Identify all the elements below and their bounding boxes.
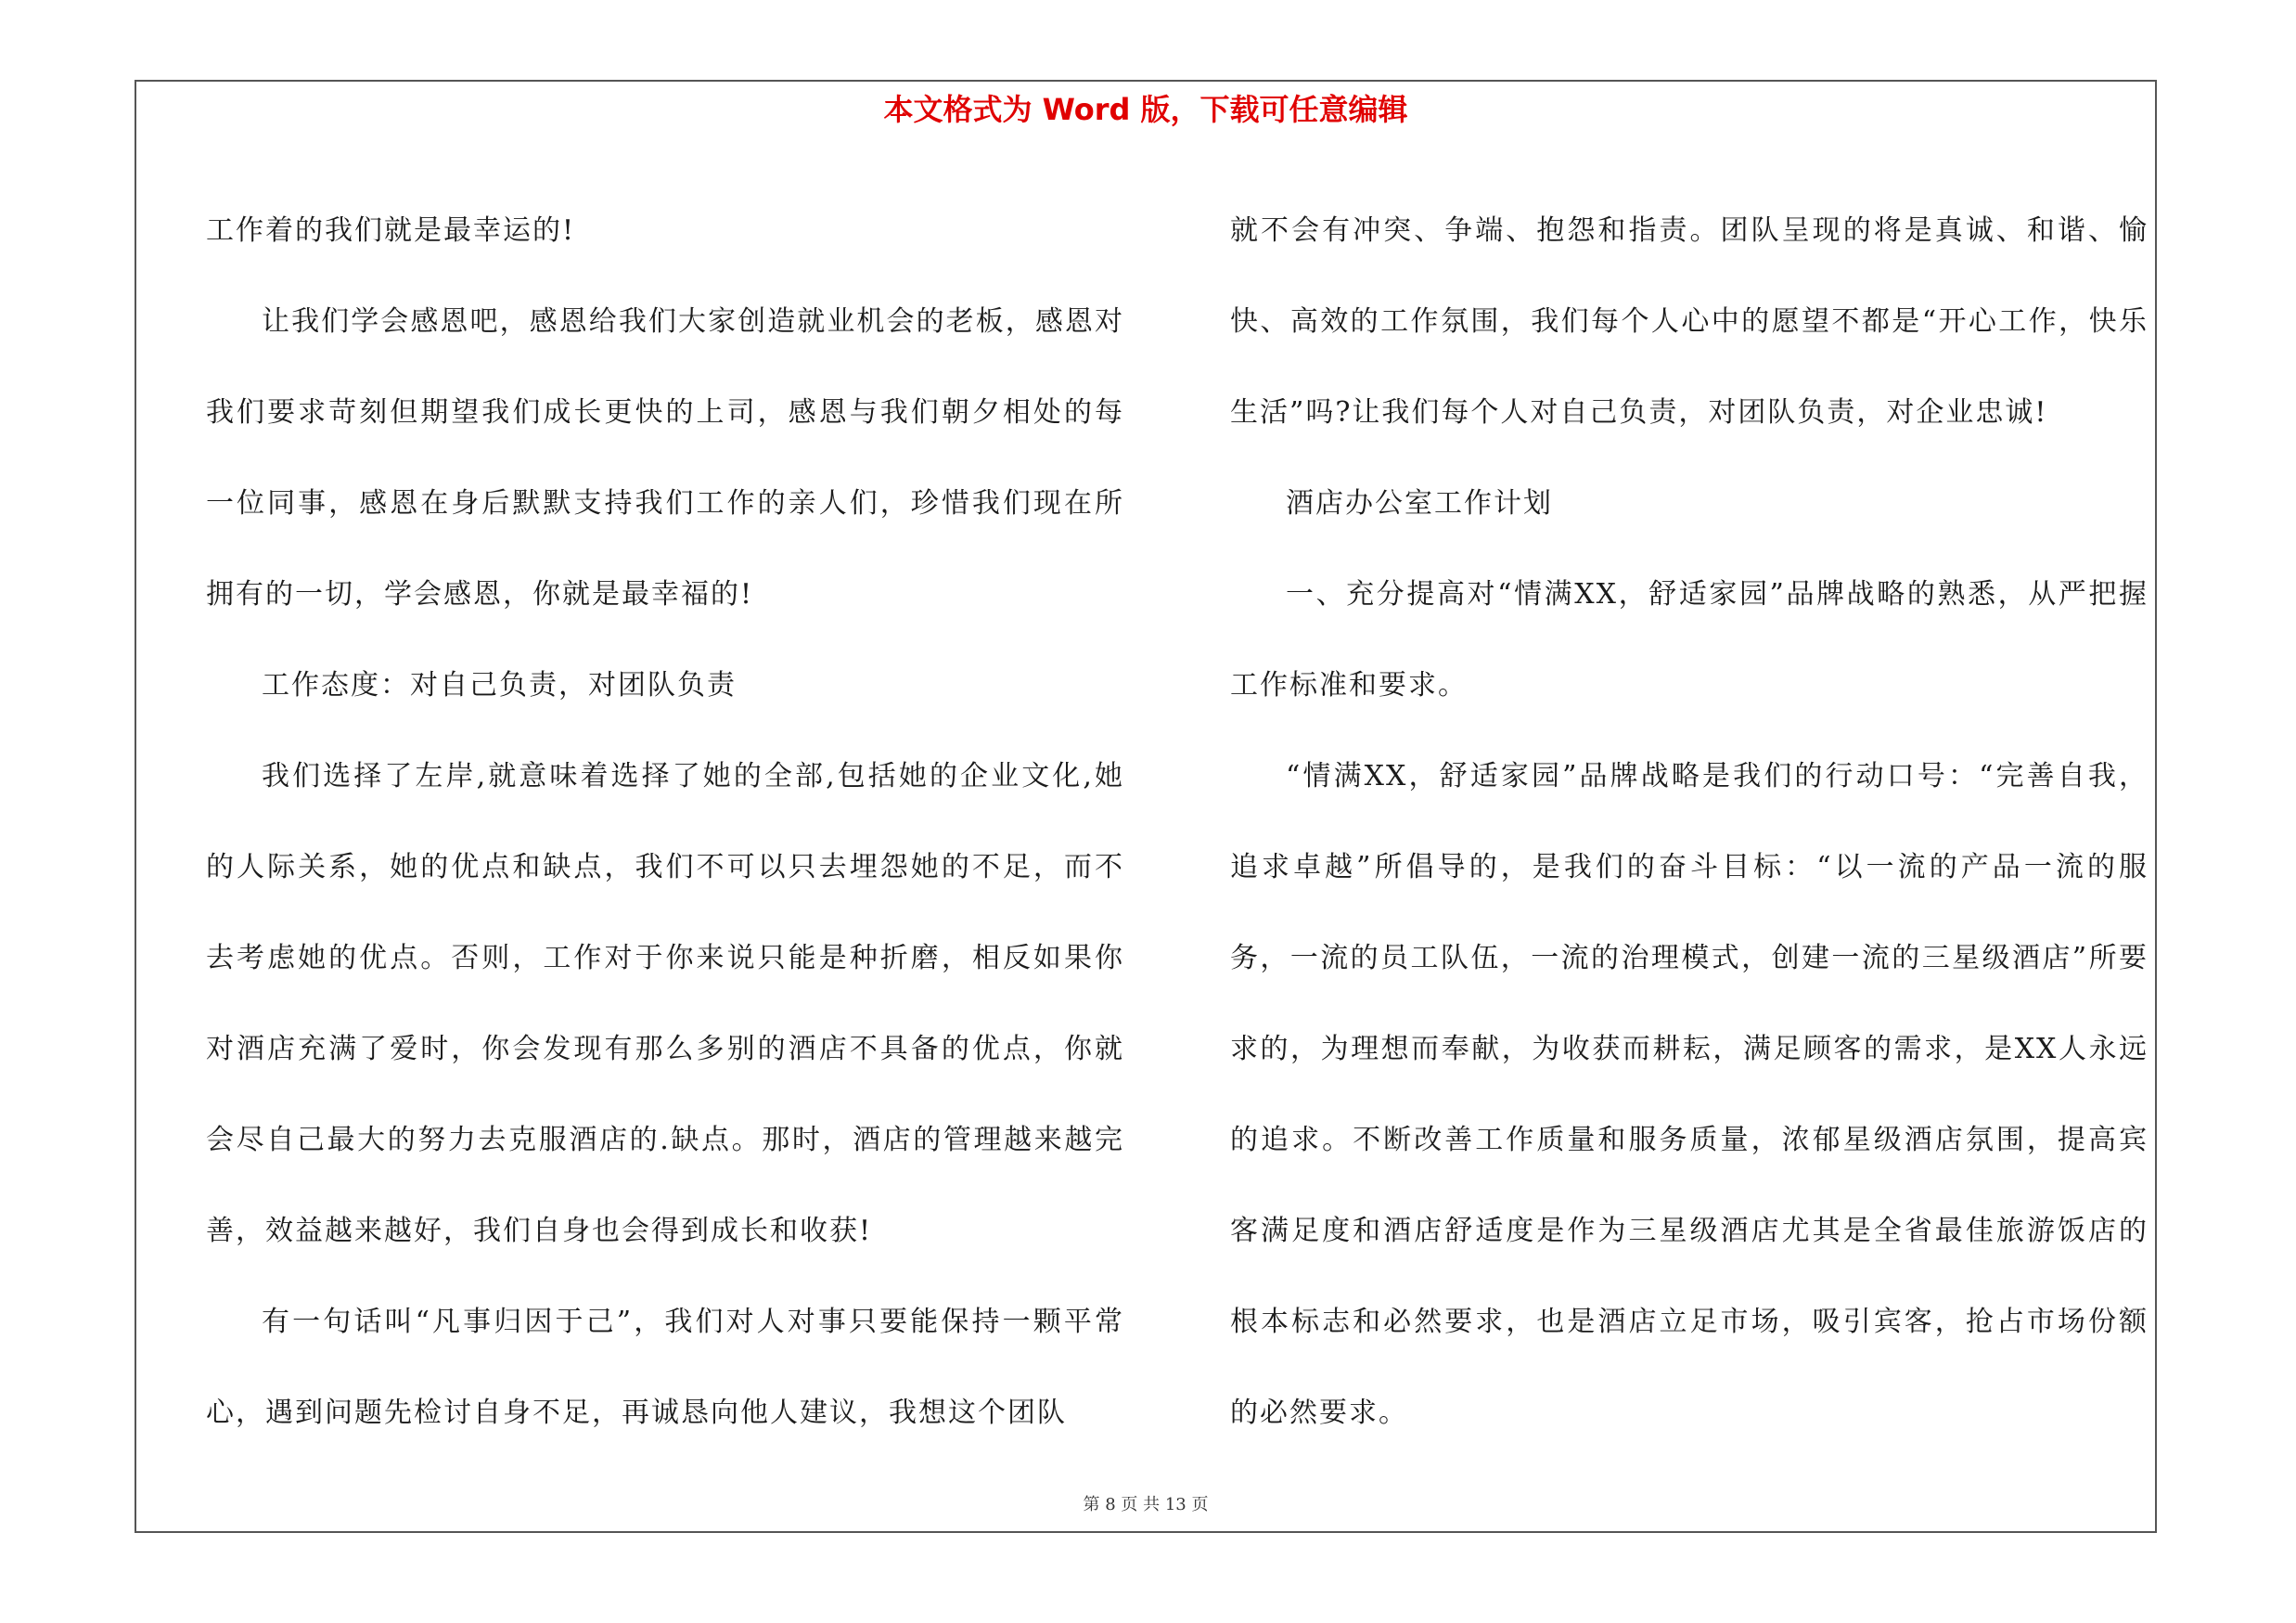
section-heading-work-attitude: 工作态度：对自己负责，对团队负责 xyxy=(262,669,737,702)
paragraph-left-2: 让我们学会感恩吧，感恩给我们大家创造就业机会的老板，感恩对我们要求苛刻但期望我们成长更快的上司，感恩与我们朝夕相处的每一位同事，感恩在身后默默支持我们工作的亲人们，珍惜我们现在所拥有的一切，学会感恩，你就是最幸福的! xyxy=(206,305,1124,611)
paragraph-right-3: 一、充分提高对“情满XX，舒适家园”品牌战略的熟悉，从严把握工作标准和要求。 xyxy=(1230,578,2148,702)
paragraph-left-1: 工作着的我们就是最幸运的! xyxy=(206,214,576,247)
paragraph-left-5: 有一句话叫“凡事归因于己”，我们对人对事只要能保持一颗平常心，遇到问题先检讨自身不足，再诚恳向他人建议，我想这个团队 xyxy=(206,1306,1124,1429)
paragraph-left-4: 我们选择了左岸,就意味着选择了她的全部,包括她的企业文化,她的人际关系，她的优点和缺点，我们不可以只去埋怨她的不足，而不去考虑她的优点。否则，工作对于你来说只能是种折磨，相反如果你对酒店充满了爱时，你会发现有那么多别的酒店不具备的优点，你就会尽自己最大的努力去克服酒店的.缺点。那时，酒店的管理越来越完善，效益越来越好，我们自身也会得到成长和收获! xyxy=(206,760,1124,1247)
word-format-banner: 本文格式为 Word 版，下载可任意编辑 xyxy=(883,92,1408,127)
section-heading-office-plan: 酒店办公室工作计划 xyxy=(1286,487,1553,520)
paragraph-right-1: 就不会有冲突、争端、抱怨和指责。团队呈现的将是真诚、和谐、愉快、高效的工作氛围，我们每个人心中的愿望不都是“开心工作，快乐生活”吗?让我们每个人对自己负责，对团队负责，对企业忠诚! xyxy=(1230,214,2148,429)
left-text-column xyxy=(206,186,1124,1459)
right-text-column xyxy=(1230,186,2148,1459)
page-number-footer: 第 8 页 共 13 页 xyxy=(1083,1495,1209,1514)
paragraph-right-4: “情满XX，舒适家园”品牌战略是我们的行动口号：“完善自我，追求卓越”所倡导的，是我们的奋斗目标：“以一流的产品一流的服务，一流的员工队伍，一流的治理模式，创建一流的三星级酒店”所要求的，为理想而奉献，为收获而耕耘，满足顾客的需求，是XX人永远的追求。不断改善工作质量和服务质量，浓郁星级酒店氛围，提高宾客满足度和酒店舒适度是作为三星级酒店尤其是全省最佳旅游饭店的根本标志和必然要求，也是酒店立足市场，吸引宾客，抢占市场份额的必然要求。 xyxy=(1230,760,2148,1429)
